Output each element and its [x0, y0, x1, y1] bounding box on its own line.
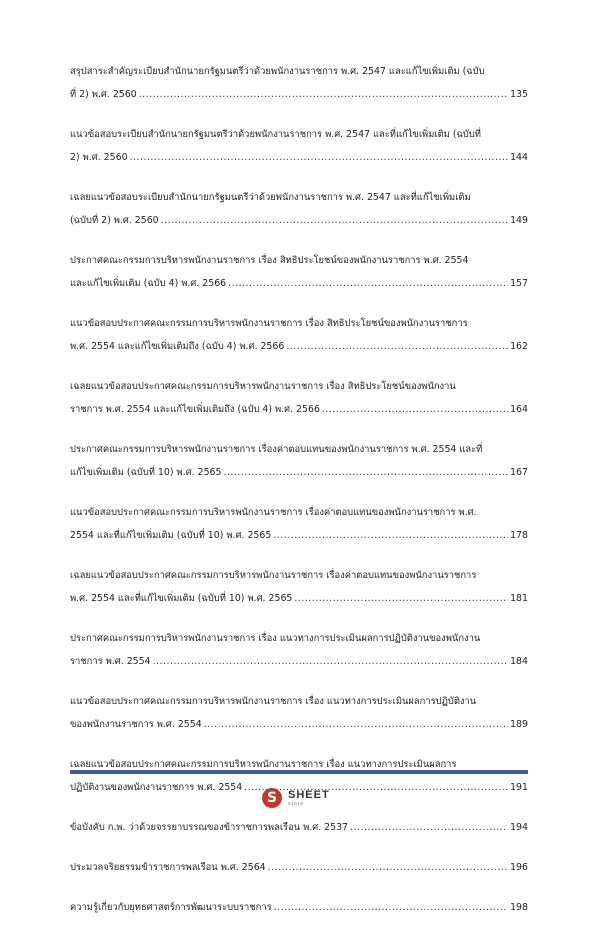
toc-entry-title: แนวข้อสอบประกาศคณะกรรมการบริหารพนักงานราชการ เรื่องค่าตอบแทนของพนักงานราชการ พ.ศ.: [70, 507, 477, 518]
sheetstore-logo: [262, 784, 342, 812]
toc-entry-title-cont: และแก้ไขเพิ่มเติม (ฉบับ 4) พ.ศ. 2566: [70, 278, 227, 289]
toc-entry[interactable]: [70, 186, 528, 232]
toc-page-number: 144: [510, 152, 528, 163]
dot-leader: [139, 83, 508, 106]
toc-entry-title-cont: ราชการ พ.ศ. 2554 และแก้ไขเพิ่มเติมถึง (ฉบับ 4) พ.ศ. 2566: [70, 404, 320, 415]
dot-leader: [204, 713, 508, 736]
logo-words: [288, 790, 330, 807]
toc-entry-line: [70, 335, 528, 358]
dot-leader: [273, 524, 508, 547]
toc-entry[interactable]: [70, 249, 528, 295]
dot-leader: [228, 272, 508, 295]
toc-entry[interactable]: [70, 690, 528, 736]
toc-page-number: 157: [510, 278, 528, 289]
toc-entry-line: [70, 83, 528, 106]
toc-entry-title: เฉลยแนวข้อสอบประกาศคณะกรรมการบริหารพนักงานราชการ เรื่องค่าตอบแทนของพนักงานราชการ: [70, 570, 477, 581]
toc-page-number: 189: [510, 719, 528, 730]
toc-entry-line: [70, 272, 528, 295]
toc-entry-title: ประกาศคณะกรรมการบริหารพนักงานราชการ เรื่อง แนวทางการประเมินผลการปฏิบัติงานของพนักงาน: [70, 633, 481, 644]
toc-entry-line: [70, 816, 528, 839]
toc-page-number: 162: [510, 341, 528, 352]
toc-entry-line: [70, 398, 528, 421]
toc-entry-title: เฉลยแนวข้อสอบประกาศคณะกรรมการบริหารพนักงานราชการ เรื่อง สิทธิประโยชน์ของพนักงาน: [70, 381, 456, 392]
toc-entry[interactable]: [70, 856, 528, 879]
toc-page-number: 178: [510, 530, 528, 541]
dot-leader: [161, 209, 508, 232]
dot-leader: [274, 896, 508, 919]
toc-entry-title: แนวข้อสอบประกาศคณะกรรมการบริหารพนักงานราชการ เรื่อง สิทธิประโยชน์ของพนักงานราชการ: [70, 318, 468, 329]
toc-entry-title-cont: 2554 และที่แก้ไขเพิ่มเติม (ฉบับที่ 10) พ.ศ. 2565: [70, 530, 272, 541]
toc-page-number: 167: [510, 467, 528, 478]
toc-page-number: 191: [510, 782, 528, 793]
dot-leader: [286, 335, 508, 358]
toc-entry-line: [70, 461, 528, 484]
toc-page-number: 196: [510, 862, 528, 873]
toc-entry-title: เฉลยแนวข้อสอบประกาศคณะกรรมการบริหารพนักงานราชการ เรื่อง แนวทางการประเมินผลการ: [70, 759, 457, 770]
toc-entry-title-cont: ราชการ พ.ศ. 2554: [70, 656, 151, 667]
dot-leader: [350, 816, 508, 839]
toc-page-number: 184: [510, 656, 528, 667]
toc-entry[interactable]: [70, 627, 528, 673]
logo-mark-icon: S: [262, 788, 282, 808]
toc-entry-title-cont: (ฉบับที่ 2) พ.ศ. 2560: [70, 215, 159, 226]
toc-entry-line: [70, 524, 528, 547]
toc-entry[interactable]: [70, 816, 528, 839]
toc-entry-line: [70, 209, 528, 232]
toc-entry[interactable]: [70, 438, 528, 484]
toc-entry[interactable]: [70, 375, 528, 421]
dot-leader: [223, 461, 508, 484]
toc-page-number: 194: [510, 822, 528, 833]
footer-divider: [70, 770, 528, 774]
toc-entry-line: [70, 896, 528, 919]
toc-entry-title-cont: ความรู้เกี่ยวกับยุทธศาสตร์การพัฒนาระบบราชการ: [70, 902, 272, 913]
toc-entry-title-cont: พ.ศ. 2554 และแก้ไขเพิ่มเติมถึง (ฉบับ 4) พ.ศ. 2566: [70, 341, 285, 352]
toc-entry-line: [70, 650, 528, 673]
toc-page-number: 135: [510, 89, 528, 100]
dot-leader: [153, 650, 509, 673]
toc-entry-title: แนวข้อสอบระเบียบสำนักนายกรัฐมนตรีว่าด้วยพนักงานราชการ พ.ศ. 2547 และที่แก้ไขเพิ่มเติม (ฉบับที่: [70, 129, 481, 140]
toc-page-number: 198: [510, 902, 528, 913]
dot-leader: [322, 398, 508, 421]
toc-entry[interactable]: [70, 312, 528, 358]
toc-entry-title-cont: ของพนักงานราชการ พ.ศ. 2554: [70, 719, 202, 730]
toc-entry[interactable]: [70, 896, 528, 919]
dot-leader: [268, 856, 508, 879]
toc-entry-line: [70, 713, 528, 736]
toc-entry[interactable]: [70, 564, 528, 610]
toc-page-number: 164: [510, 404, 528, 415]
toc-entry-title-cont: ปฏิบัติงานของพนักงานราชการ พ.ศ. 2554: [70, 782, 243, 793]
logo-subtext: store: [288, 800, 305, 807]
toc-entry[interactable]: [70, 501, 528, 547]
toc-entry-title-cont: พ.ศ. 2554 และที่แก้ไขเพิ่มเติม (ฉบับที่ 10) พ.ศ. 2565: [70, 593, 293, 604]
toc-entry-title-cont: ประมวลจริยธรรมข้าราชการพลเรือน พ.ศ. 2564: [70, 862, 266, 873]
toc-entry-title: เฉลยแนวข้อสอบระเบียบสำนักนายกรัฐมนตรีว่าด้วยพนักงานราชการ พ.ศ. 2547 และที่แก้ไขเพิ่มเติม: [70, 192, 471, 203]
toc-entry[interactable]: [70, 60, 528, 106]
toc-entry-line: [70, 146, 528, 169]
toc-entry-line: [70, 856, 528, 879]
toc-entry-title: ประกาศคณะกรรมการบริหารพนักงานราชการ เรื่อง สิทธิประโยชน์ของพนักงานราชการ พ.ศ. 2554: [70, 255, 469, 266]
toc-entry-line: [70, 587, 528, 610]
dot-leader: [294, 587, 508, 610]
toc-entry-title: แนวข้อสอบประกาศคณะกรรมการบริหารพนักงานราชการ เรื่อง แนวทางการประเมินผลการปฏิบัติงาน: [70, 696, 477, 707]
toc-entry-title-cont: ข้อบังคับ ก.พ. ว่าด้วยจรรยาบรรณของข้าราชการพลเรือน พ.ศ. 2537: [70, 822, 349, 833]
dot-leader: [130, 146, 509, 169]
toc-entry-title: ประกาศคณะกรรมการบริหารพนักงานราชการ เรื่องค่าตอบแทนของพนักงานราชการ พ.ศ. 2554 และที่: [70, 444, 483, 455]
toc-entry-title-cont: ที่ 2) พ.ศ. 2560: [70, 89, 137, 100]
toc-page-number: 181: [510, 593, 528, 604]
toc-page-number: 149: [510, 215, 528, 226]
toc-entry-title: สรุปสาระสำคัญระเบียบสำนักนายกรัฐมนตรีว่าด้วยพนักงานราชการ พ.ศ. 2547 และแก้ไขเพิ่มเติม (ฉบับ: [70, 66, 485, 77]
toc-entry-title-cont: 2) พ.ศ. 2560: [70, 152, 128, 163]
toc-entry[interactable]: [70, 123, 528, 169]
logo-text: SHEET: [288, 788, 330, 801]
toc-entry-title-cont: แก้ไขเพิ่มเติม (ฉบับที่ 10) พ.ศ. 2565: [70, 467, 222, 478]
